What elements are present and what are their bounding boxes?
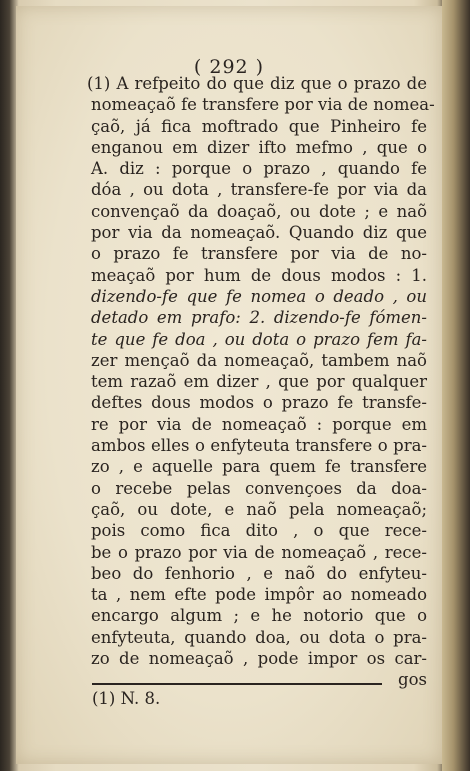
- body-line: çaõ, ou dote, e naõ pela nomeaçaõ;: [91, 499, 427, 519]
- body-line: o recebe pelas convençoes da doa-: [91, 478, 427, 498]
- body-line: dóa , ou dota , transfere-fe por via da: [91, 180, 427, 200]
- body-line: enfyteuta, quando doa, ou dota o pra-: [91, 627, 427, 647]
- body-line: deftes dous modos o prazo fe transfe-: [91, 393, 427, 413]
- facing-page-edge: [442, 0, 470, 771]
- body-line: zer mençaõ da nomeaçaõ, tambem naõ: [91, 350, 427, 370]
- body-line-italic: [87, 286, 427, 307]
- catchword: gos: [398, 670, 427, 690]
- body-line: be o prazo por via de nomeaçaõ , rece-: [91, 542, 427, 562]
- body-line: encargo algum ; e he notorio que o: [91, 606, 427, 626]
- body-line: nomeaçaõ fe transfere por via de nomea-: [91, 95, 435, 115]
- body-line-text: detado em prafo: 2. dizendo-fe fómen-: [91, 308, 427, 328]
- page-number: ( 292 ): [193, 56, 265, 78]
- body-line: (1) A refpeito do que diz que o prazo de: [87, 74, 427, 93]
- body-line: zo , e aquelle para quem fe transfere: [91, 457, 427, 477]
- body-line: por via da nomeaçaõ. Quando diz que: [91, 223, 427, 243]
- body-line: re por via de nomeaçaõ : porque em: [91, 414, 427, 434]
- footnote-rule: [92, 683, 382, 685]
- body-line: enganou em dizer ifto mefmo , que o: [91, 137, 427, 157]
- body-line: pois como fica dito , o que rece-: [91, 521, 427, 541]
- body-text: [87, 73, 435, 691]
- body-line: ta , nem efte pode impôr ao nomeado: [91, 585, 427, 605]
- body-line: [87, 265, 427, 286]
- body-line: beo do fenhorio , e naõ do enfyteu-: [91, 563, 427, 583]
- body-line-text: meaçaõ por hum de dous modos : 1.: [91, 265, 427, 285]
- body-line: çaõ, já fica moftrado que Pinheiro fe: [91, 116, 427, 136]
- body-line-text: dizendo-fe que fe nomea o deado , ou: [91, 286, 427, 306]
- body-line-italic: [87, 307, 427, 328]
- body-line-italic: [87, 329, 427, 350]
- body-line: tem razaõ em dizer , que por qualquer: [91, 372, 427, 392]
- body-line: o prazo fe transfere por via de no-: [91, 244, 427, 264]
- body-line: zo de nomeaçaõ , pode impor os car-: [91, 649, 427, 669]
- body-line: ambos elles o enfyteuta transfere o pra-: [91, 436, 427, 456]
- footnote: (1) N. 8.: [92, 689, 161, 708]
- body-line-text: te que fe doa , ou dota o prazo fem fa-: [91, 329, 427, 349]
- body-line: convençaõ da doaçaõ, ou dote ; e naõ: [91, 201, 427, 221]
- body-line: A. diz : porque o prazo , quando fe: [91, 159, 427, 179]
